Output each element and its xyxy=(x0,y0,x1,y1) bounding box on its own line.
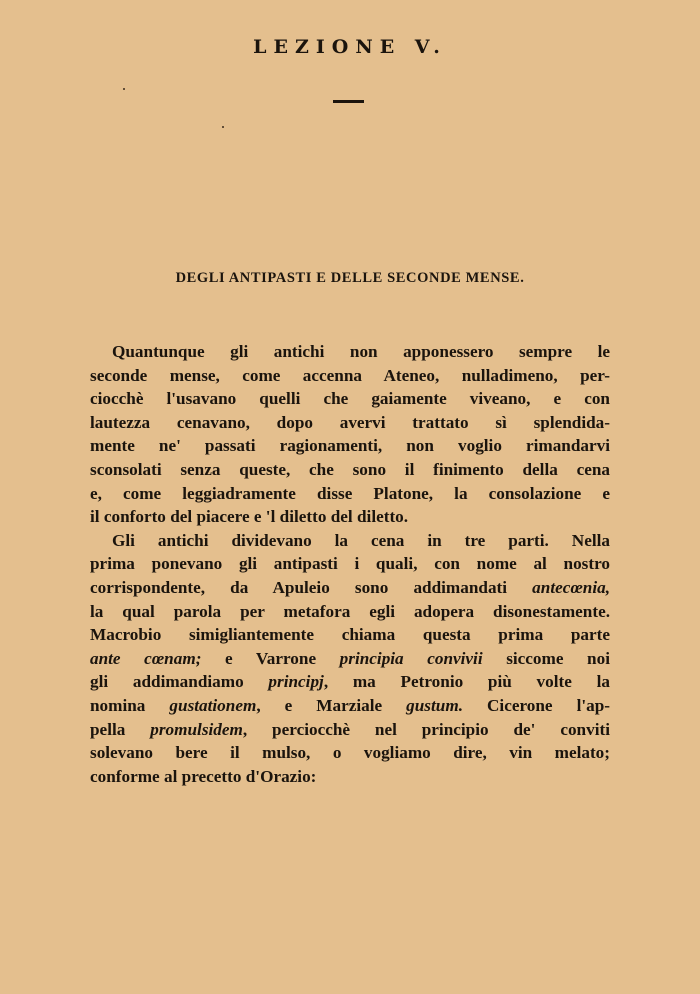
text-segment: il conforto del piacere e 'l diletto del diletto. xyxy=(90,507,409,527)
text-segment: prima ponevano gli antipasti i quali, con nome al nostro xyxy=(90,554,610,574)
text-segment: mente ne' passati ragionamenti, non voglio rimandarvi xyxy=(90,436,610,456)
text-line xyxy=(90,694,610,718)
italic-term: principj xyxy=(268,672,324,692)
section-heading: DEGLI ANTIPASTI E DELLE SECONDE MENSE. xyxy=(175,270,525,286)
text-line xyxy=(90,458,610,482)
text-segment: e Varrone xyxy=(201,648,340,668)
text-line xyxy=(90,364,610,388)
italic-term: gustum. xyxy=(406,695,463,715)
text-segment: e, come leggiadramente disse Platone, la consolazione e xyxy=(90,483,610,503)
text-segment: lautezza cenavano, dopo avervi trattato sì splendida- xyxy=(90,412,610,432)
text-segment: , perciocchè nel principio de' conviti xyxy=(242,719,610,739)
text-segment: seconde mense, come accenna Ateneo, nulladimeno, per- xyxy=(90,365,610,385)
text-line xyxy=(90,718,610,742)
text-segment: pella xyxy=(90,719,151,739)
text-line xyxy=(90,529,610,553)
text-line xyxy=(90,670,610,694)
italic-term: promulsidem xyxy=(150,719,243,739)
text-segment: solevano bere il mulso, o vogliamo dire, vin melato; xyxy=(90,743,610,763)
text-segment: sconsolati senza queste, che sono il finimento della cena xyxy=(90,459,610,479)
text-segment: nomina xyxy=(90,695,170,715)
text-line xyxy=(90,741,610,765)
chapter-title: LEZIONE V. xyxy=(253,36,447,58)
text-segment: Quantunque gli antichi non apponessero sempre le xyxy=(112,342,610,361)
italic-term: antecœnia, xyxy=(532,577,610,597)
text-segment: , e Marziale xyxy=(256,695,407,715)
text-line xyxy=(90,623,610,647)
text-segment: , ma Petronio più volte la xyxy=(323,672,610,692)
text-line xyxy=(90,340,610,364)
text-segment: siccome noi xyxy=(482,648,610,668)
text-segment: conforme al precetto d'Orazio: xyxy=(90,766,317,786)
text-segment: Cicerone l'ap- xyxy=(463,695,610,715)
italic-term: gustationem xyxy=(169,695,257,715)
text-line xyxy=(90,411,610,435)
title-rule xyxy=(333,100,364,103)
paper-speck xyxy=(123,88,125,90)
text-line xyxy=(90,576,610,600)
text-line xyxy=(90,647,610,671)
italic-term: principia convivii xyxy=(339,648,483,668)
text-line xyxy=(90,765,610,789)
body-text xyxy=(90,340,610,788)
text-segment: ciocchè l'usavano quelli che gaiamente viveano, e con xyxy=(90,389,610,409)
text-line xyxy=(90,552,610,576)
paper-speck xyxy=(222,126,224,128)
text-line xyxy=(90,387,610,411)
text-line xyxy=(90,482,610,506)
text-line xyxy=(90,600,610,624)
text-segment: Gli antichi dividevano la cena in tre parti. Nella xyxy=(112,530,610,550)
text-segment: Macrobio simigliantemente chiama questa prima parte xyxy=(90,625,610,645)
italic-term: ante cœnam; xyxy=(90,648,202,668)
text-segment: corrispondente, da Apuleio sono addimandati xyxy=(90,577,533,597)
text-segment: gli addimandiamo xyxy=(90,672,269,692)
text-line xyxy=(90,434,610,458)
text-segment: la qual parola per metafora egli adopera disonestamente. xyxy=(90,601,610,621)
text-line xyxy=(90,505,610,529)
